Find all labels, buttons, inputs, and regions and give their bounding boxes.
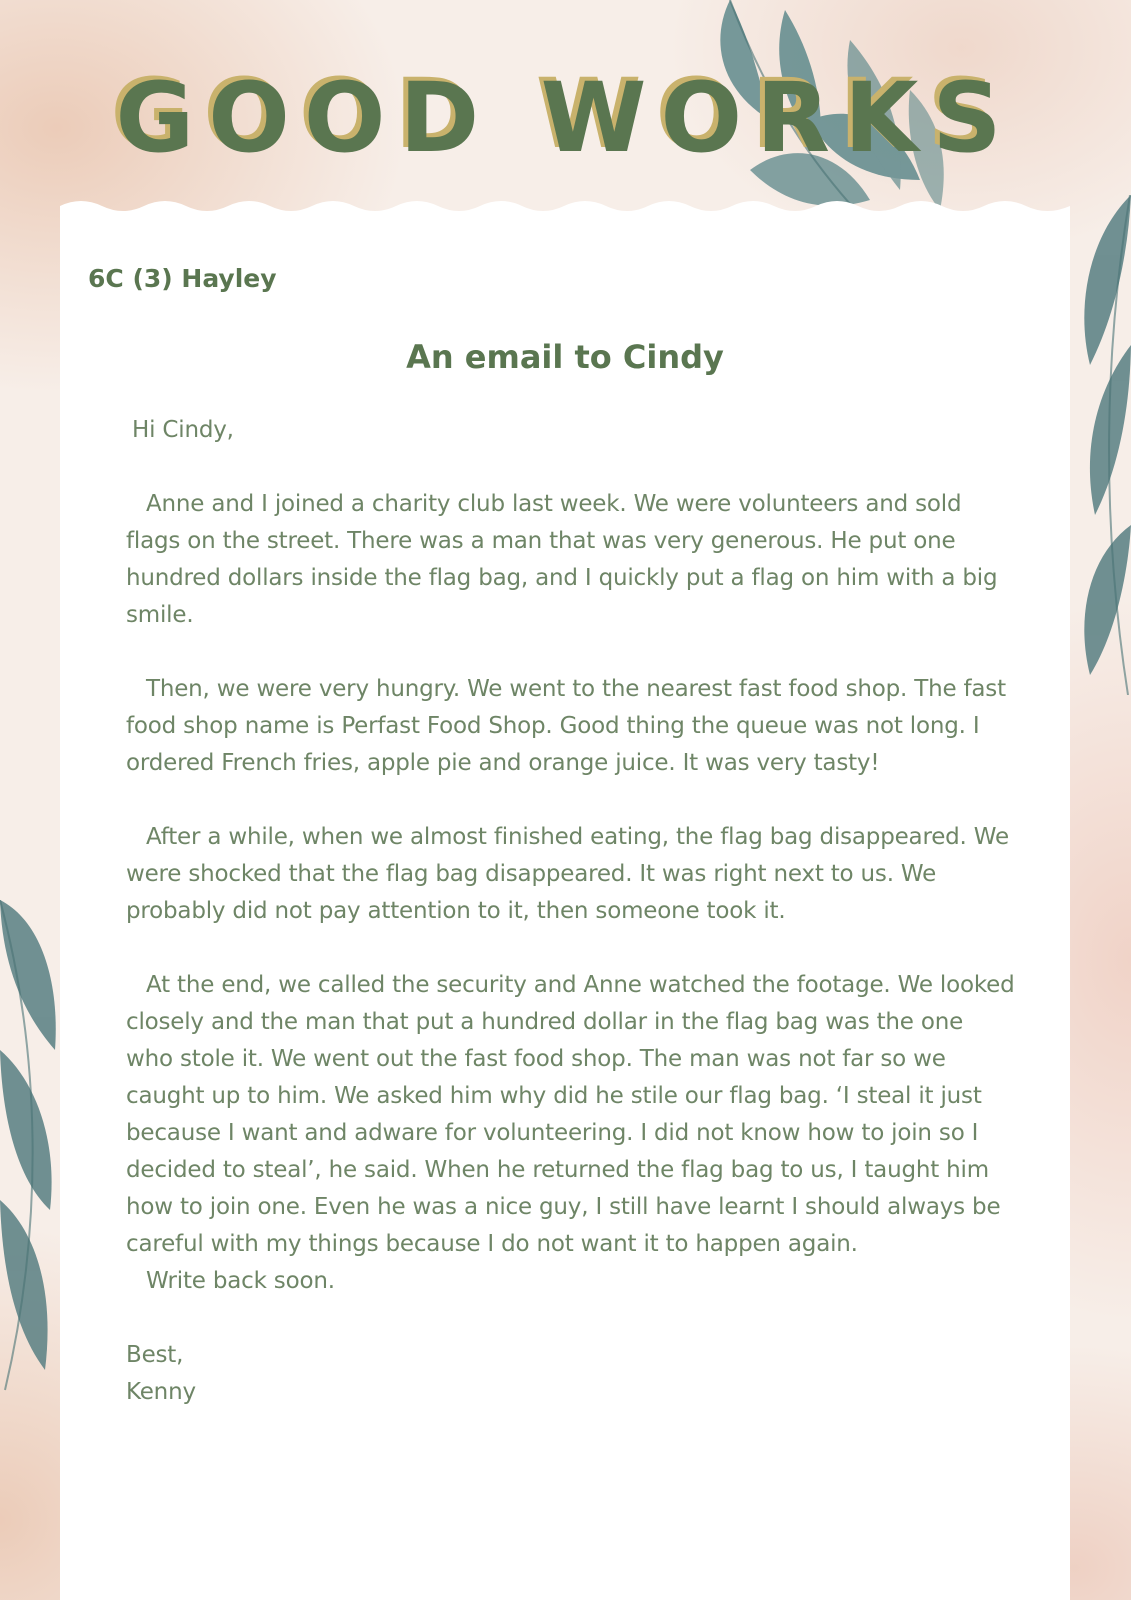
letter-body	[126, 412, 1016, 1411]
eucalyptus-leaves-right-icon	[1070, 195, 1131, 695]
paragraph: Anne and I joined a charity club last week. We were volunteers and sold flags on the street. There was a man that was very generous. He put one hundred dollars inside the flag bag, and I quickly put a flag on him with a big smile.	[126, 491, 998, 628]
page-title: GOOD WORKS	[115, 62, 1016, 174]
eucalyptus-leaves-left-icon	[0, 900, 62, 1400]
greeting: Hi Cindy,	[132, 417, 234, 443]
signature: Kenny	[126, 1379, 196, 1405]
paragraph: Then, we were very hungry. We went to the nearest fast food shop. The fast food shop name is Perfast Food Shop. Good thing the queue was not long. I ordered French fries, apple pie and orange juice. It was very tasty!	[126, 676, 1006, 776]
write-back-line: Write back soon.	[146, 1268, 335, 1294]
letter-card	[60, 214, 1070, 1600]
paragraph: At the end, we called the security and Anne watched the footage. We looked closely and the man that put a hundred dollar in the flag bag was the one who stole it. We went out the fast food shop. The man was not far so we caught up to him. We asked him why did he stile our flag bag. ‘I steal it just because I want and adware for volunteering. I did not know how to join so I decided to steal’, he said. When he returned the flag bag to us, I taught him how to join one. Even he was a nice guy, I still have learnt I should always be careful with my things because I do not want it to happen again.	[126, 972, 1015, 1257]
author-label: 6C (3) Hayley	[88, 264, 277, 293]
paragraph: After a while, when we almost finished eating, the flag bag disappeared. We were shocked that the flag bag disappeared. It was right next to us. We probably did not pay attention to it, then someone took it.	[126, 824, 1009, 924]
closing: Best,	[126, 1342, 184, 1368]
letter-heading: An email to Cindy	[406, 338, 724, 376]
